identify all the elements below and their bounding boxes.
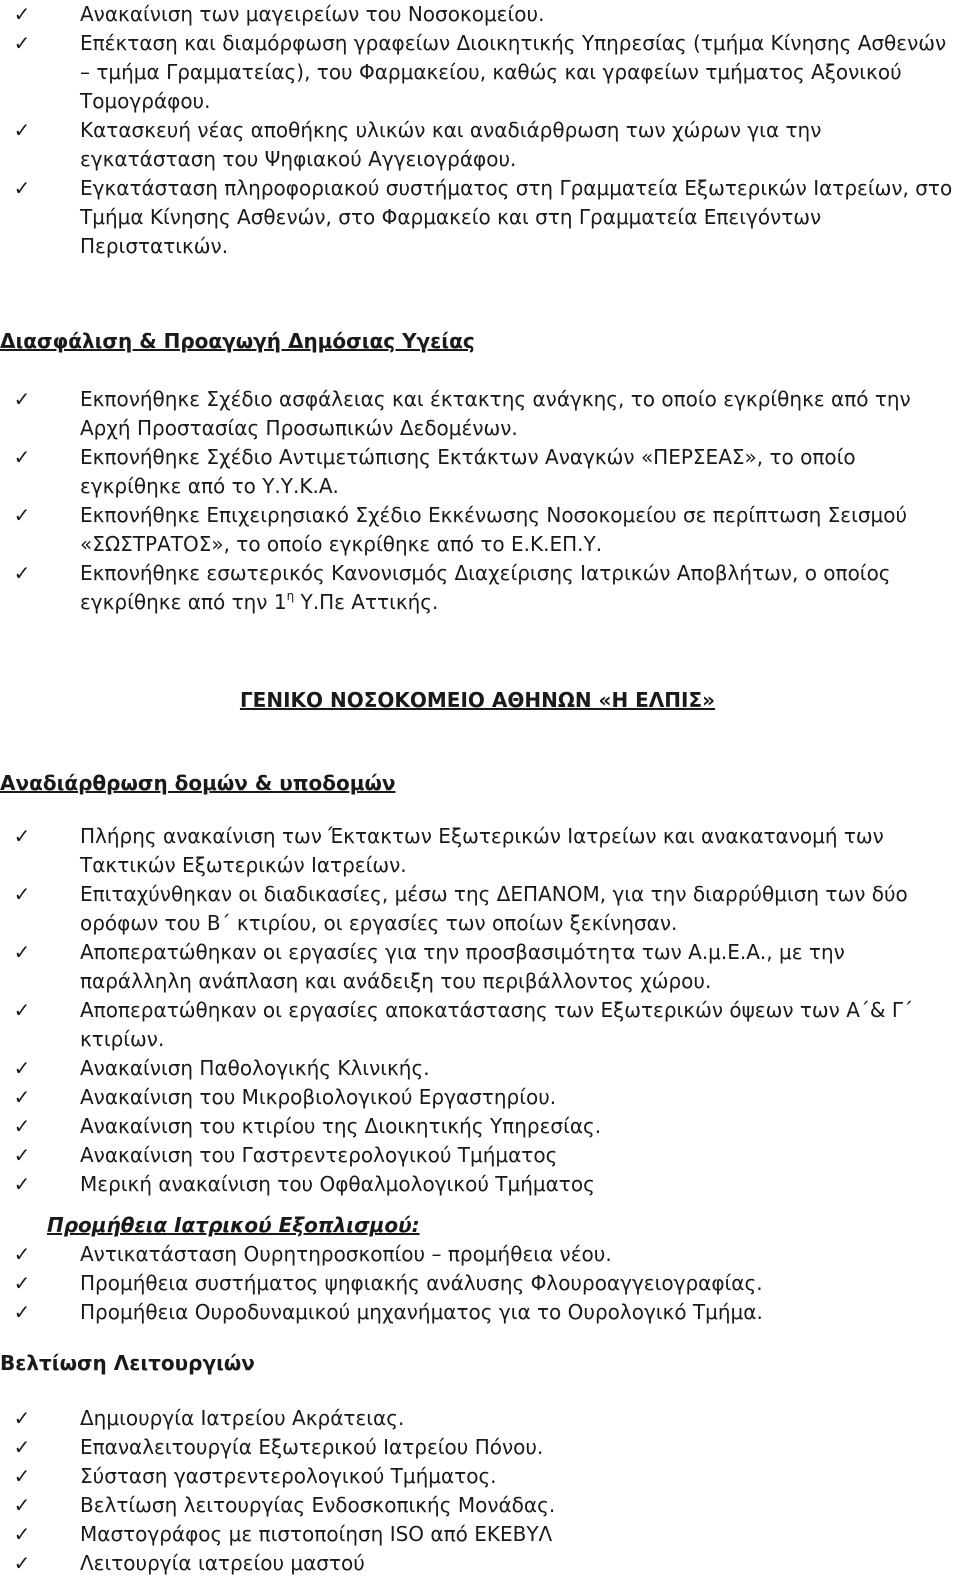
list-item: ✓ Αποπερατώθηκαν οι εργασίες αποκατάστασης των Εξωτερικών όψεων των Α΄& Γ΄ κτιρίων. — [0, 996, 955, 1054]
check-icon: ✓ — [13, 1172, 31, 1196]
list-item: ✓ Επαναλειτουργία Εξωτερικού Ιατρείου Πόνου. — [0, 1433, 955, 1462]
list-item: ✓ Προμήθεια Ουροδυναμικού μηχανήματος για το Ουρολογικό Τμήμα. — [0, 1298, 955, 1327]
list-item: ✓ Ανακαίνιση του κτιρίου της Διοικητικής Υπηρεσίας. — [0, 1112, 955, 1141]
check-icon: ✓ — [13, 503, 31, 527]
check-icon: ✓ — [13, 1271, 31, 1295]
hospital-title: ΓΕΝΙΚΟ ΝΟΣΟΚΟΜΕΙΟ ΑΘΗΝΩΝ «Η ΕΛΠΙΣ» — [239, 688, 716, 712]
list-item: ✓ Εγκατάσταση πληροφοριακού συστήματος στη Γραμματεία Εξωτερικών Ιατρείων, στο Τμήμα Κίνησης Ασθενών, στο Φαρμακείο και στη Γραμματεία Επειγόντων Περιστατικών. — [0, 174, 955, 261]
list-item: ✓ Εκπονήθηκε εσωτερικός Κανονισμός Διαχείρισης Ιατρικών Αποβλήτων, ο οποίος εγκρίθηκε από την $1^\eta$ Υ.Πε Αττικής. — [0, 559, 955, 617]
section-heading-public-health: Διασφάλιση & Προαγωγή Δημόσιας Υγείας — [0, 329, 475, 353]
check-icon: ✓ — [13, 445, 31, 469]
section-heading-infrastructure: Αναδιάρθρωση δομών & υποδομών — [0, 771, 396, 795]
check-icon: ✓ — [13, 31, 31, 55]
list-item: ✓ Προμήθεια συστήματος ψηφιακής ανάλυσης Φλουροαγγειογραφίας. — [0, 1269, 955, 1298]
check-icon: ✓ — [13, 882, 31, 906]
check-icon: ✓ — [13, 1114, 31, 1138]
check-icon: ✓ — [13, 1551, 31, 1575]
list-item: ✓ Επέκταση και διαμόρφωση γραφείων Διοικητικής Υπηρεσίας (τμήμα Κίνησης Ασθενών – τμήμα Γραμματείας), του Φαρμακείου, καθώς και γραφείων τμήματος Αξονικού Τομογράφου. — [0, 29, 955, 116]
check-icon: ✓ — [13, 2, 31, 26]
list-item: ✓ Μερική ανακαίνιση του Οφθαλμολογικού Τμήματος — [0, 1170, 955, 1199]
check-icon: ✓ — [13, 1435, 31, 1459]
section1-list — [0, 0, 955, 261]
check-icon: ✓ — [13, 998, 31, 1022]
check-icon: ✓ — [13, 1300, 31, 1324]
check-icon: ✓ — [13, 1085, 31, 1109]
check-icon: ✓ — [13, 1493, 31, 1517]
check-icon: ✓ — [13, 1406, 31, 1430]
check-icon: ✓ — [13, 176, 31, 200]
list-item: ✓ Βελτίωση λειτουργίας Ενδοσκοπικής Μονάδας. — [0, 1491, 955, 1520]
check-icon: ✓ — [13, 561, 31, 585]
check-icon: ✓ — [13, 1464, 31, 1488]
list-item: ✓ Εκπονήθηκε Επιχειρησιακό Σχέδιο Εκκένωσης Νοσοκομείου σε περίπτωση Σεισμού «ΣΩΣΤΡΑΤΟΣ», το οποίο εγκρίθηκε από το Ε.Κ.ΕΠ.Υ. — [0, 501, 955, 559]
check-icon: ✓ — [13, 1143, 31, 1167]
list-item: ✓ Λειτουργία ιατρείου μαστού — [0, 1549, 955, 1578]
list-item: ✓ Εκπονήθηκε Σχέδιο Αντιμετώπισης Εκτάκτων Αναγκών «ΠΕΡΣΕΑΣ», το οποίο εγκρίθηκε από το Υ.Υ.Κ.Α. — [0, 443, 955, 501]
list-item: ✓ Ανακαίνιση των μαγειρείων του Νοσοκομείου. — [0, 0, 955, 29]
section-heading-medical-equipment: Προμήθεια Ιατρικού Εξοπλισμού: — [47, 1213, 420, 1237]
list-item: ✓ Κατασκευή νέας αποθήκης υλικών και αναδιάρθρωση των χώρων για την εγκατάσταση του Ψηφιακού Αγγειογράφου. — [0, 116, 955, 174]
section4-list — [0, 1240, 955, 1327]
section-heading-operations: Βελτίωση Λειτουργιών — [0, 1351, 255, 1375]
list-item: ✓ Επιταχύνθηκαν οι διαδικασίες, μέσω της ΔΕΠΑΝΟΜ, για την διαρρύθμιση των δύο ορόφων του Β΄ κτιρίου, οι εργασίες των οποίων ξεκίνησαν. — [0, 880, 955, 938]
list-item: ✓ Σύσταση γαστρεντερολογικού Τμήματος. — [0, 1462, 955, 1491]
section2-list — [0, 385, 955, 617]
list-item: ✓ Εκπονήθηκε Σχέδιο ασφάλειας και έκτακτης ανάγκης, το οποίο εγκρίθηκε από την Αρχή Προστασίας Προσωπικών Δεδομένων. — [0, 385, 955, 443]
list-item: ✓ Αντικατάσταση Ουρητηροσκοπίου – προμήθεια νέου. — [0, 1240, 955, 1269]
list-item: ✓ Ανακαίνιση του Μικροβιολογικού Εργαστηρίου. — [0, 1083, 955, 1112]
list-item: ✓ Αποπερατώθηκαν οι εργασίες για την προσβασιμότητα των Α.μ.Ε.Α., με την παράλληλη ανάπλαση και ανάδειξη του περιβάλλοντος χώρου. — [0, 938, 955, 996]
list-item: ✓ Δημιουργία Ιατρείου Ακράτειας. — [0, 1404, 955, 1433]
section3-list — [0, 822, 955, 1199]
check-icon: ✓ — [13, 824, 31, 848]
check-icon: ✓ — [13, 387, 31, 411]
check-icon: ✓ — [13, 1056, 31, 1080]
check-icon: ✓ — [13, 1242, 31, 1266]
section5-list — [0, 1404, 955, 1578]
check-icon: ✓ — [13, 1522, 31, 1546]
check-icon: ✓ — [13, 118, 31, 142]
list-item: ✓ Ανακαίνιση του Γαστρεντερολογικού Τμήματος — [0, 1141, 955, 1170]
list-item: ✓ Πλήρης ανακαίνιση των Έκτακτων Εξωτερικών Ιατρείων και ανακατανομή των Τακτικών Εξωτερικών Ιατρείων. — [0, 822, 955, 880]
check-icon: ✓ — [13, 940, 31, 964]
list-item: ✓ Ανακαίνιση Παθολογικής Κλινικής. — [0, 1054, 955, 1083]
list-item: ✓ Μαστογράφος με πιστοποίηση ISO από ΕΚΕΒΥΛ — [0, 1520, 955, 1549]
